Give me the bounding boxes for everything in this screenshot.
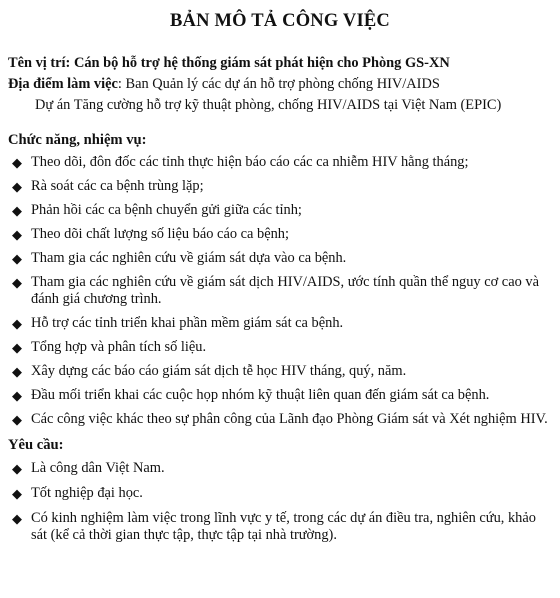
list-item [8, 274, 552, 308]
document-title: BẢN MÔ TẢ CÔNG VIỆC [169, 11, 390, 31]
diamond-bullet-icon: ◆ [12, 340, 22, 355]
function-text: Đầu mối triển khai các cuộc họp nhóm kỹ thuật liên quan đến giám sát ca bệnh. [31, 387, 490, 403]
diamond-bullet-icon: ◆ [12, 486, 22, 501]
diamond-bullet-icon: ◆ [12, 511, 22, 526]
diamond-bullet-icon: ◆ [12, 251, 22, 266]
work-location-value: : Ban Quản lý các dự án hỗ trợ phòng chống HIV/AIDS [117, 76, 440, 92]
function-text: Theo dõi chất lượng số liệu báo cáo ca bệnh; [31, 226, 289, 242]
list-item [8, 460, 552, 477]
diamond-bullet-icon: ◆ [12, 461, 22, 476]
function-text: Các công việc khác theo sự phân công của Lãnh đạo Phòng Giám sát và Xét nghiệm HIV. [31, 411, 548, 427]
function-text: Xây dựng các báo cáo giám sát dịch tễ học HIV tháng, quý, năm. [31, 363, 407, 379]
requirements-heading: Yêu cầu: [8, 437, 64, 453]
requirement-text: Tốt nghiệp đại học. [31, 485, 143, 501]
list-item [8, 363, 552, 380]
list-item [8, 226, 552, 243]
work-location [8, 75, 552, 93]
requirements-list [8, 460, 552, 544]
work-location-label: Địa điểm làm việc [8, 76, 118, 92]
list-item [8, 154, 552, 171]
diamond-bullet-icon: ◆ [12, 179, 22, 194]
position-title: Tên vị trí: Cán bộ hỗ trợ hệ thống giám sát phát hiện cho Phòng GS-XN [8, 55, 450, 71]
diamond-bullet-icon: ◆ [12, 155, 22, 170]
diamond-bullet-icon: ◆ [12, 227, 22, 242]
project-name: Dự án Tăng cường hỗ trợ kỹ thuật phòng, chống HIV/AIDS tại Việt Nam (EPIC) [35, 97, 502, 113]
function-text: Tham gia các nghiên cứu về giám sát dịch HIV/AIDS, ước tính quần thể nguy cơ cao và đánh giá chương trình. [31, 274, 539, 307]
diamond-bullet-icon: ◆ [12, 364, 22, 379]
list-item [8, 485, 552, 502]
function-text: Rà soát các ca bệnh trùng lặp; [31, 178, 204, 194]
list-item [8, 387, 552, 404]
requirement-text: Có kinh nghiệm làm việc trong lĩnh vực y tế, trong các dự án điều tra, nghiên cứu, khảo sát (kể cả thời gian thực tập, thực tập tại nhà trường). [31, 510, 536, 543]
requirement-text: Là công dân Việt Nam. [31, 460, 165, 476]
function-text: Hỗ trợ các tỉnh triển khai phần mềm giám sát ca bệnh. [31, 315, 344, 331]
diamond-bullet-icon: ◆ [12, 203, 22, 218]
diamond-bullet-icon: ◆ [12, 388, 22, 403]
diamond-bullet-icon: ◆ [12, 412, 22, 427]
list-item [8, 315, 552, 332]
list-item [8, 202, 552, 219]
function-text: Tham gia các nghiên cứu về giám sát dựa vào ca bệnh. [31, 250, 347, 266]
list-item [8, 250, 552, 267]
functions-list [8, 154, 552, 428]
list-item [8, 411, 552, 428]
function-text: Phản hồi các ca bệnh chuyển gửi giữa các tỉnh; [31, 202, 302, 218]
function-text: Theo dõi, đôn đốc các tỉnh thực hiện báo cáo các ca nhiễm HIV hằng tháng; [31, 154, 469, 170]
functions-heading: Chức năng, nhiệm vụ: [8, 132, 147, 148]
diamond-bullet-icon: ◆ [12, 316, 22, 331]
diamond-bullet-icon: ◆ [12, 275, 22, 290]
list-item [8, 510, 552, 544]
function-text: Tổng hợp và phân tích số liệu. [31, 339, 207, 355]
list-item [8, 339, 552, 356]
list-item [8, 178, 552, 195]
